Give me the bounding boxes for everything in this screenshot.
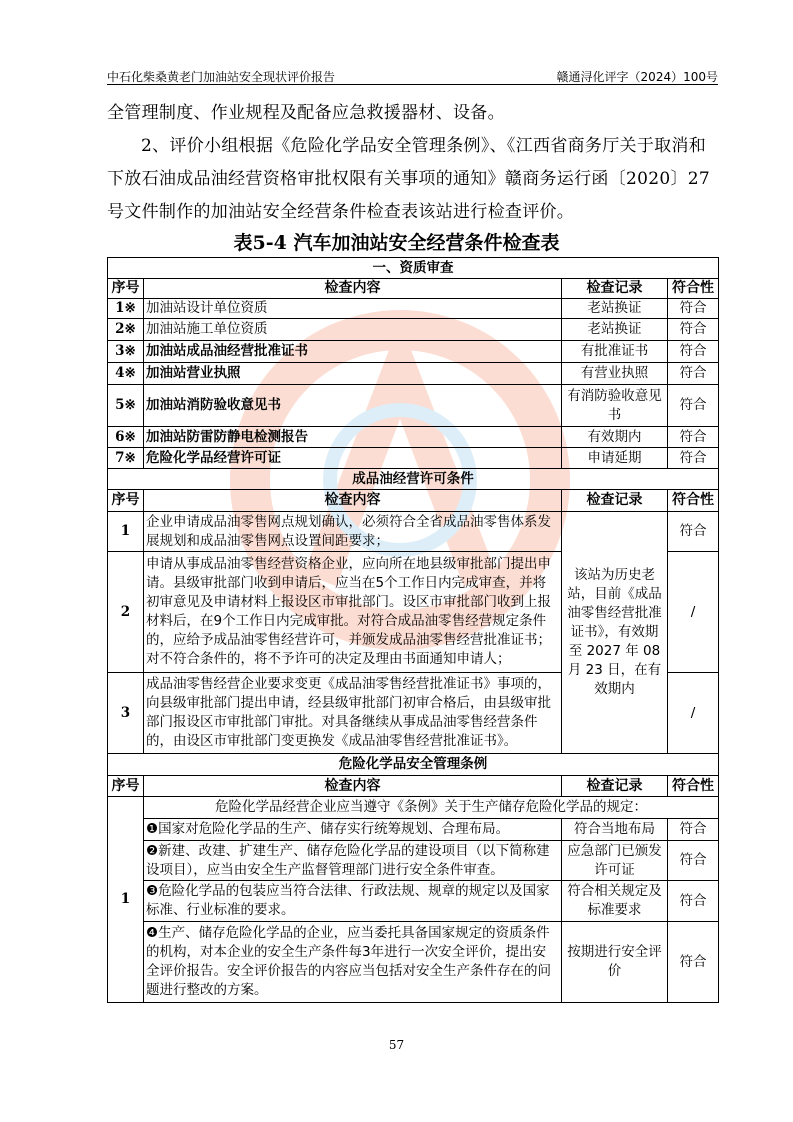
row-number: 7※ bbox=[108, 448, 144, 469]
column-header: 符合性 bbox=[668, 490, 719, 512]
row-number: 1 bbox=[108, 512, 144, 552]
check-record: 有批准证书 bbox=[562, 341, 668, 363]
section-title: 危险化学品安全管理条例 bbox=[108, 754, 719, 776]
compliance-result: 符合 bbox=[668, 341, 719, 363]
table-row bbox=[108, 299, 719, 319]
compliance-result: 符合 bbox=[668, 385, 719, 427]
compliance-result: 符合 bbox=[668, 448, 719, 469]
section-title-row bbox=[108, 469, 719, 490]
table-row bbox=[108, 363, 719, 385]
column-header: 符合性 bbox=[668, 776, 719, 797]
row-number: 1 bbox=[108, 797, 144, 1003]
check-content: 申请从事成品油零售经营资格企业，应向所在地县级审批部门提出申请。县级审批部门收到申请后，应当在5个工作日内完成审查，并将初审意见及申请材料上报设区市审批部门。设区市审批部门收到上报材料后，在9个工作日内完成审批。对符合成品油零售经营规定条件的，应给予成品油零售经营许可，并颁发成品油零售经营批准证书；对不符合条件的，将不予许可的决定及理由书面通知申请人； bbox=[144, 552, 562, 673]
check-content: 加油站成品油经营批准证书 bbox=[144, 341, 562, 363]
row-number: 1※ bbox=[108, 299, 144, 319]
paragraph-2: 2、评价小组根据《危险化学品安全管理条例》、《江西省商务厅关于取消和下放石油成品油经营资格审批权限有关事项的通知》赣商务运行函〔2020〕27号文件制作的加油站安全经营条件检查表该站进行检查评价。 bbox=[107, 136, 710, 222]
column-header: 序号 bbox=[108, 279, 144, 299]
check-content: ❹生产、储存危险化学品的企业，应当委托具备国家规定的资质条件的机构，对本企业的安全生产条件每3年进行一次安全评价，提出安全评价报告。安全评价报告的内容应当包括对安全生产条件存在的问题进行整改的方案。 bbox=[144, 922, 562, 1003]
column-header: 检查记录 bbox=[562, 279, 668, 299]
check-record: 申请延期 bbox=[562, 448, 668, 469]
compliance-result: 符合 bbox=[668, 512, 719, 552]
page-header bbox=[107, 68, 718, 85]
table-title: 表5-4 汽车加油站安全经营条件检查表 bbox=[233, 232, 560, 254]
table-row bbox=[108, 819, 719, 841]
paragraph-1: 全管理制度、作业规程及配备应急救援器材、设备。 bbox=[107, 103, 505, 123]
compliance-result: 符合 bbox=[668, 427, 719, 448]
check-content: 加油站施工单位资质 bbox=[144, 319, 562, 341]
compliance-result: 符合 bbox=[668, 841, 719, 881]
row-number: 6※ bbox=[108, 427, 144, 448]
check-record: 符合相关规定及标准要求 bbox=[562, 881, 668, 922]
check-content: 危险化学品经营许可证 bbox=[144, 448, 562, 469]
table-row bbox=[108, 385, 719, 427]
check-content: 成品油零售经营企业要求变更《成品油零售经营批准证书》事项的，向县级审批部门提出申请，经县级审批部门初审合格后，由县级审批部门报设区市审批部门审批。对具备继续从事成品油零售经营条件的，由设区市审批部门变更换发《成品油零售经营批准证书》。 bbox=[144, 673, 562, 754]
column-header-row bbox=[108, 490, 719, 512]
table-row bbox=[108, 319, 719, 341]
column-header: 检查内容 bbox=[144, 490, 562, 512]
column-header: 序号 bbox=[108, 776, 144, 797]
column-header: 符合性 bbox=[668, 279, 719, 299]
check-content: ❸危险化学品的包装应当符合法律、行政法规、规章的规定以及国家标准、行业标准的要求。 bbox=[144, 881, 562, 922]
column-header: 检查记录 bbox=[562, 776, 668, 797]
check-record: 老站换证 bbox=[562, 299, 668, 319]
safety-check-table bbox=[107, 257, 719, 1003]
compliance-result: 符合 bbox=[668, 819, 719, 841]
check-record: 符合当地布局 bbox=[562, 819, 668, 841]
table-row bbox=[108, 341, 719, 363]
section-title: 成品油经营许可条件 bbox=[108, 469, 719, 490]
check-content: 企业申请成品油零售网点规划确认，必须符合全省成品油零售体系发展规划和成品油零售网点设置间距要求； bbox=[144, 512, 562, 552]
check-record: 有消防验收意见书 bbox=[562, 385, 668, 427]
compliance-result: 符合 bbox=[668, 363, 719, 385]
column-header: 检查记录 bbox=[562, 490, 668, 512]
check-content: ❶国家对危险化学品的生产、储存实行统筹规划、合理布局。 bbox=[144, 819, 562, 841]
compliance-result: 符合 bbox=[668, 922, 719, 1003]
row-number: 4※ bbox=[108, 363, 144, 385]
section-title-row bbox=[108, 754, 719, 776]
page-number: 57 bbox=[388, 1038, 405, 1052]
check-record: 老站换证 bbox=[562, 319, 668, 341]
compliance-result: / bbox=[668, 673, 719, 754]
table-row bbox=[108, 922, 719, 1003]
row-number: 2 bbox=[108, 552, 144, 673]
row-number: 5※ bbox=[108, 385, 144, 427]
check-content: ❷新建、改建、扩建生产、储存危险化学品的建设项目（以下简称建设项目），应当由安全生产监督管理部门进行安全条件审查。 bbox=[144, 841, 562, 881]
check-record: 按期进行安全评价 bbox=[562, 922, 668, 1003]
check-intro: 危险化学品经营企业应当遵守《条例》关于生产储存危险化学品的规定： bbox=[144, 797, 719, 819]
compliance-result: / bbox=[668, 552, 719, 673]
check-content: 加油站设计单位资质 bbox=[144, 299, 562, 319]
table-row bbox=[108, 448, 719, 469]
table-row bbox=[108, 512, 719, 552]
table-row bbox=[108, 841, 719, 881]
section-title: 一、资质审查 bbox=[108, 258, 719, 279]
check-content: 加油站消防验收意见书 bbox=[144, 385, 562, 427]
row-number: 3 bbox=[108, 673, 144, 754]
header-doc-number: 赣通浔化评字（2024）100号 bbox=[556, 70, 718, 84]
check-content: 加油站防雷防静电检测报告 bbox=[144, 427, 562, 448]
header-report-title: 中石化柴桑黄老门加油站安全现状评价报告 bbox=[107, 70, 336, 84]
row-number: 2※ bbox=[108, 319, 144, 341]
table-row bbox=[108, 797, 719, 819]
section-title-row bbox=[108, 258, 719, 279]
check-content: 加油站营业执照 bbox=[144, 363, 562, 385]
check-record: 该站为历史老站，目前《成品油零售经营批准证书》，有效期至 2027 年 08 月 23 日，在有效期内 bbox=[562, 512, 668, 754]
column-header: 检查内容 bbox=[144, 776, 562, 797]
column-header-row bbox=[108, 279, 719, 299]
table-row bbox=[108, 881, 719, 922]
column-header: 序号 bbox=[108, 490, 144, 512]
column-header: 检查内容 bbox=[144, 279, 562, 299]
check-record: 应急部门已颁发许可证 bbox=[562, 841, 668, 881]
column-header-row bbox=[108, 776, 719, 797]
compliance-result: 符合 bbox=[668, 299, 719, 319]
check-record: 有营业执照 bbox=[562, 363, 668, 385]
row-number: 3※ bbox=[108, 341, 144, 363]
check-record: 有效期内 bbox=[562, 427, 668, 448]
table-row bbox=[108, 427, 719, 448]
compliance-result: 符合 bbox=[668, 881, 719, 922]
compliance-result: 符合 bbox=[668, 319, 719, 341]
